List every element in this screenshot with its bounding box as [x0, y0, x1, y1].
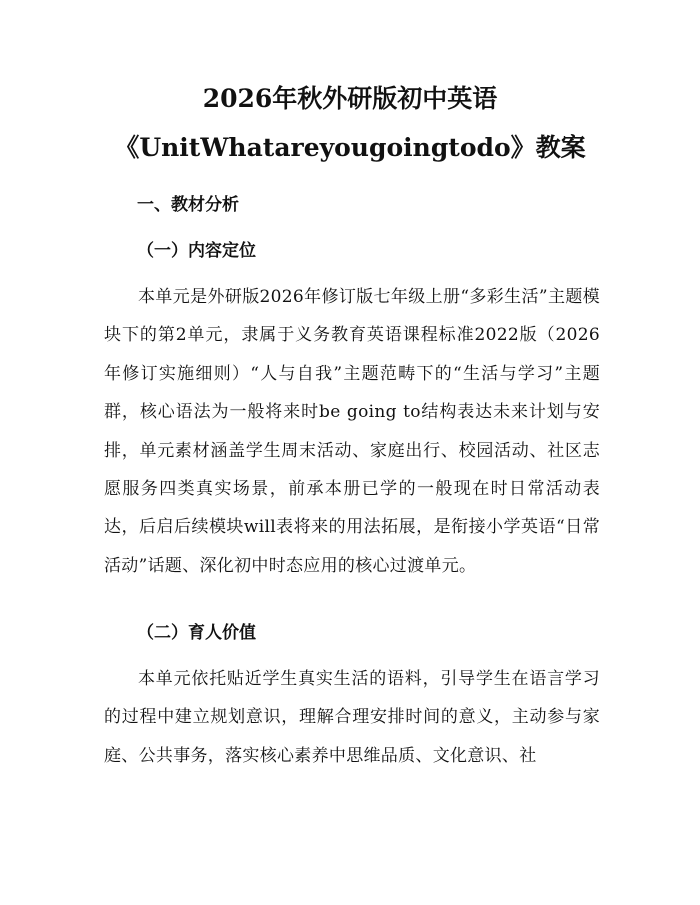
paragraph-content-positioning: 本单元是外研版2026年修订版七年级上册“多彩生活”主题模块下的第2单元，隶属于义务教育英语课程标准2022版（2026年修订实施细则）“人与自我”主题范畴下的“生活与学习”主题群，核心语法为一般将来时be going to结构表达未来计划与安排，单元素材涵盖学生周末活动、家庭出行、校园活动、社区志愿服务四类真实场景，前承本册已学的一般现在时日常活动表达，后启后续模块will表将来的用法拓展，是衔接小学英语“日常活动”话题、深化初中时态应用的核心过渡单元。 [104, 287, 600, 576]
subsection-heading-educational-value: （二）育人价值 [137, 623, 256, 643]
document-title-line-1: 2026年秋外研版初中英语 [202, 84, 498, 113]
document-title-line-2: 《UnitWhatareyougoingtodo》教案 [114, 133, 586, 162]
section-heading-textbook-analysis: 一、教材分析 [137, 195, 239, 215]
subsection-heading-content-positioning: （一）内容定位 [137, 241, 256, 261]
paragraph-educational-value: 本单元依托贴近学生真实生活的语料，引导学生在语言学习的过程中建立规划意识，理解合理安排时间的意义，主动参与家庭、公共事务，落实核心素养中思维品质、文化意识、社 [104, 669, 600, 766]
